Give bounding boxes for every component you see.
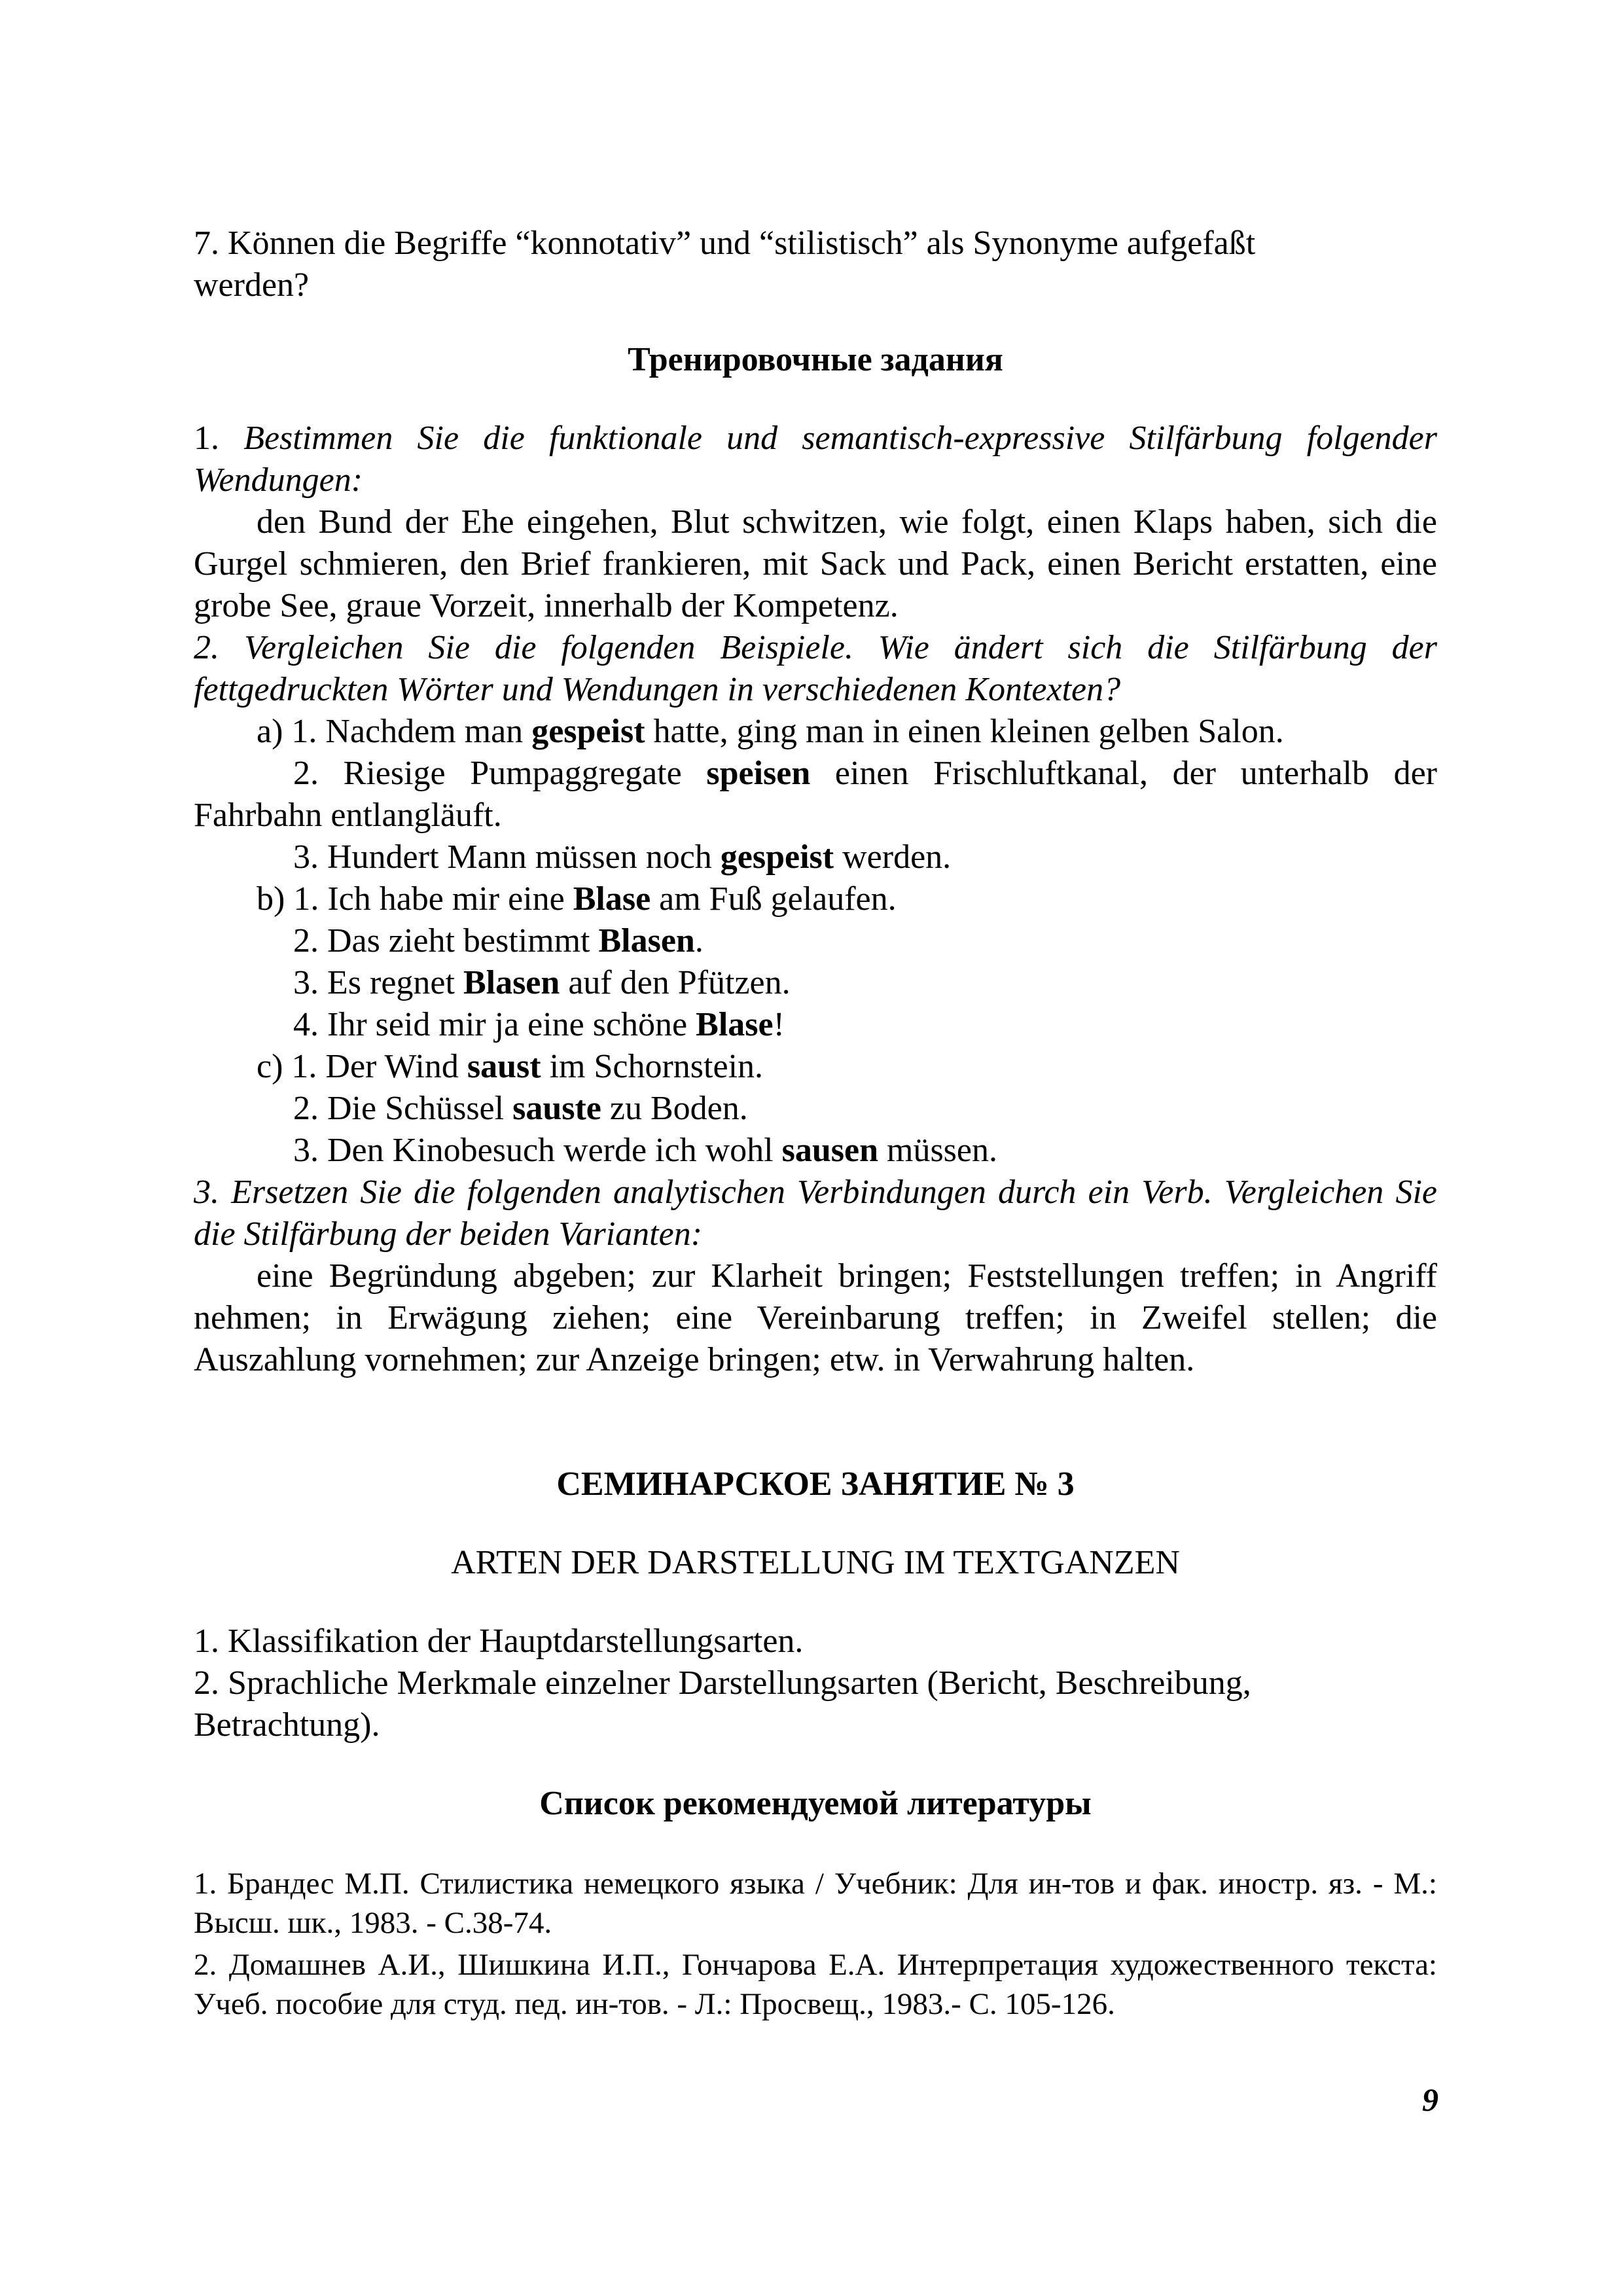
example-line [194, 753, 1437, 836]
seminar-questions [194, 1621, 1437, 1746]
example-text: 1. Nachdem man [291, 713, 532, 750]
task-1-number: 1. [194, 420, 219, 457]
example-line [194, 1004, 1437, 1046]
example-text: zu Boden. [601, 1090, 748, 1127]
example-text: 1. Ich habe mir eine [293, 880, 573, 918]
example-line [194, 920, 1437, 962]
example-bold-word: speisen [706, 755, 811, 792]
example-text: müssen. [878, 1132, 997, 1169]
literature-item: 1. Брандес М.П. Стилистика немецкого языка / Учебник: Для ин-тов и фак. иностр. яз. - М.: Высш. шк., 1983. - С.38-74. [194, 1867, 1437, 1940]
example-group-letter: b) [257, 880, 285, 918]
example-bold-word: Blasen [463, 964, 560, 1001]
example-line [194, 1130, 1437, 1172]
task-2-instruction: 2. Vergleichen Sie die folgenden Beispiele. Wie ändert sich die Stilfärbung der fettgedruckten Wörter und Wendungen in verschiedenen Kontexten? [194, 629, 1437, 708]
task-1-instruction-text: Bestimmen Sie die funktionale und semantisch-expressive Stilfärbung folgender Wendungen: [194, 420, 1437, 499]
task-1-instruction [194, 418, 1437, 501]
example-text: . [694, 922, 704, 960]
example-line [194, 1046, 1437, 1088]
example-text: einen Frischluftkanal, der unterhalb der Fahrbahn entlangläuft. [194, 755, 1437, 834]
seminar-question: 1. Klassifikation der Hauptdarstellungsarten. [194, 1623, 804, 1660]
example-line [194, 962, 1437, 1004]
example-group-letter: c) [257, 1048, 283, 1085]
page-number: 9 [1422, 2081, 1438, 2118]
example-text: 4. Ihr seid mir ja eine schöne [293, 1006, 696, 1043]
example-text: 2. Das zieht bestimmt [293, 922, 599, 960]
example-group-b [194, 878, 1437, 1046]
example-bold-word: sauste [512, 1090, 601, 1127]
example-text: 2. Riesige Pumpaggregate [293, 755, 707, 792]
example-group-c [194, 1046, 1437, 1172]
example-text: hatte, ging man in einen kleinen gelben Salon. [645, 713, 1284, 750]
example-bold-word: sausen [781, 1132, 878, 1169]
literature-heading: Список рекомендуемой литературы [539, 1785, 1092, 1822]
example-text: 3. Hundert Mann müssen noch [293, 838, 721, 876]
example-bold-word: Blase [696, 1006, 774, 1043]
literature-list [194, 1864, 1437, 2024]
example-line [194, 878, 1437, 920]
example-bold-word: Blasen [598, 922, 695, 960]
training-heading: Тренировочные задания [628, 341, 1003, 378]
seminar-topic: ARTEN DER DARSTELLUNG IM TEXTGANZEN [451, 1544, 1180, 1581]
example-bold-word: saust [467, 1048, 541, 1085]
example-group-letter: a) [257, 713, 283, 750]
literature-item: 2. Домашнев А.И., Шишкина И.П., Гончарова Е.А. Интерпретация художественного текста: Учеб. пособие для студ. пед. ин-тов. - Л.: Просвещ., 1983.- С. 105-126. [194, 1948, 1437, 2021]
example-group-a [194, 711, 1437, 878]
example-bold-word: gespeist [531, 713, 645, 750]
example-line [194, 711, 1437, 753]
example-text: werden. [834, 838, 952, 876]
example-line [194, 836, 1437, 878]
example-text: auf den Pfützen. [560, 964, 791, 1001]
example-bold-word: Blase [573, 880, 651, 918]
task-3-text: eine Begründung abgeben; zur Klarheit bringen; Feststellungen treffen; in Angriff nehmen; in Erwägung ziehen; eine Vereinbarung treffen; in Zweifel stellen; die Auszahlung vornehmen; zur Anzeige bringen; etw. in Verwahrung halten. [194, 1257, 1437, 1378]
example-line [194, 1088, 1437, 1130]
example-text: ! [773, 1006, 785, 1043]
seminar-question: 2. Sprachliche Merkmale einzelner Darstellungsarten (Bericht, Beschreibung, Betrachtung). [194, 1664, 1251, 1744]
example-bold-word: gespeist [720, 838, 834, 876]
example-text: 2. Die Schüssel [293, 1090, 513, 1127]
task-3-instruction: 3. Ersetzen Sie die folgenden analytischen Verbindungen durch ein Verb. Vergleichen Sie die Stilfärbung der beiden Varianten: [194, 1174, 1437, 1253]
seminar-heading: СЕМИНАРСКОЕ ЗАНЯТИЕ № 3 [556, 1465, 1075, 1503]
question-7: 7. Können die Begriffe “konnotativ” und “stilistisch” als Synonyme aufgefaßt werden? [194, 224, 1256, 304]
example-text: im Schornstein. [541, 1048, 764, 1085]
example-text: am Fuß gelaufen. [651, 880, 897, 918]
example-text: 1. Der Wind [291, 1048, 467, 1085]
example-text: 3. Den Kinobesuch werde ich wohl [293, 1132, 782, 1169]
example-text: 3. Es regnet [293, 964, 463, 1001]
task-1-text: den Bund der Ehe eingehen, Blut schwitzen, wie folgt, einen Klaps haben, sich die Gurgel schmieren, den Brief frankieren, mit Sack und Pack, einen Bericht erstatten, eine grobe See, graue Vorzeit, innerhalb der Kompetenz. [194, 503, 1437, 624]
document-page [194, 223, 1437, 2024]
